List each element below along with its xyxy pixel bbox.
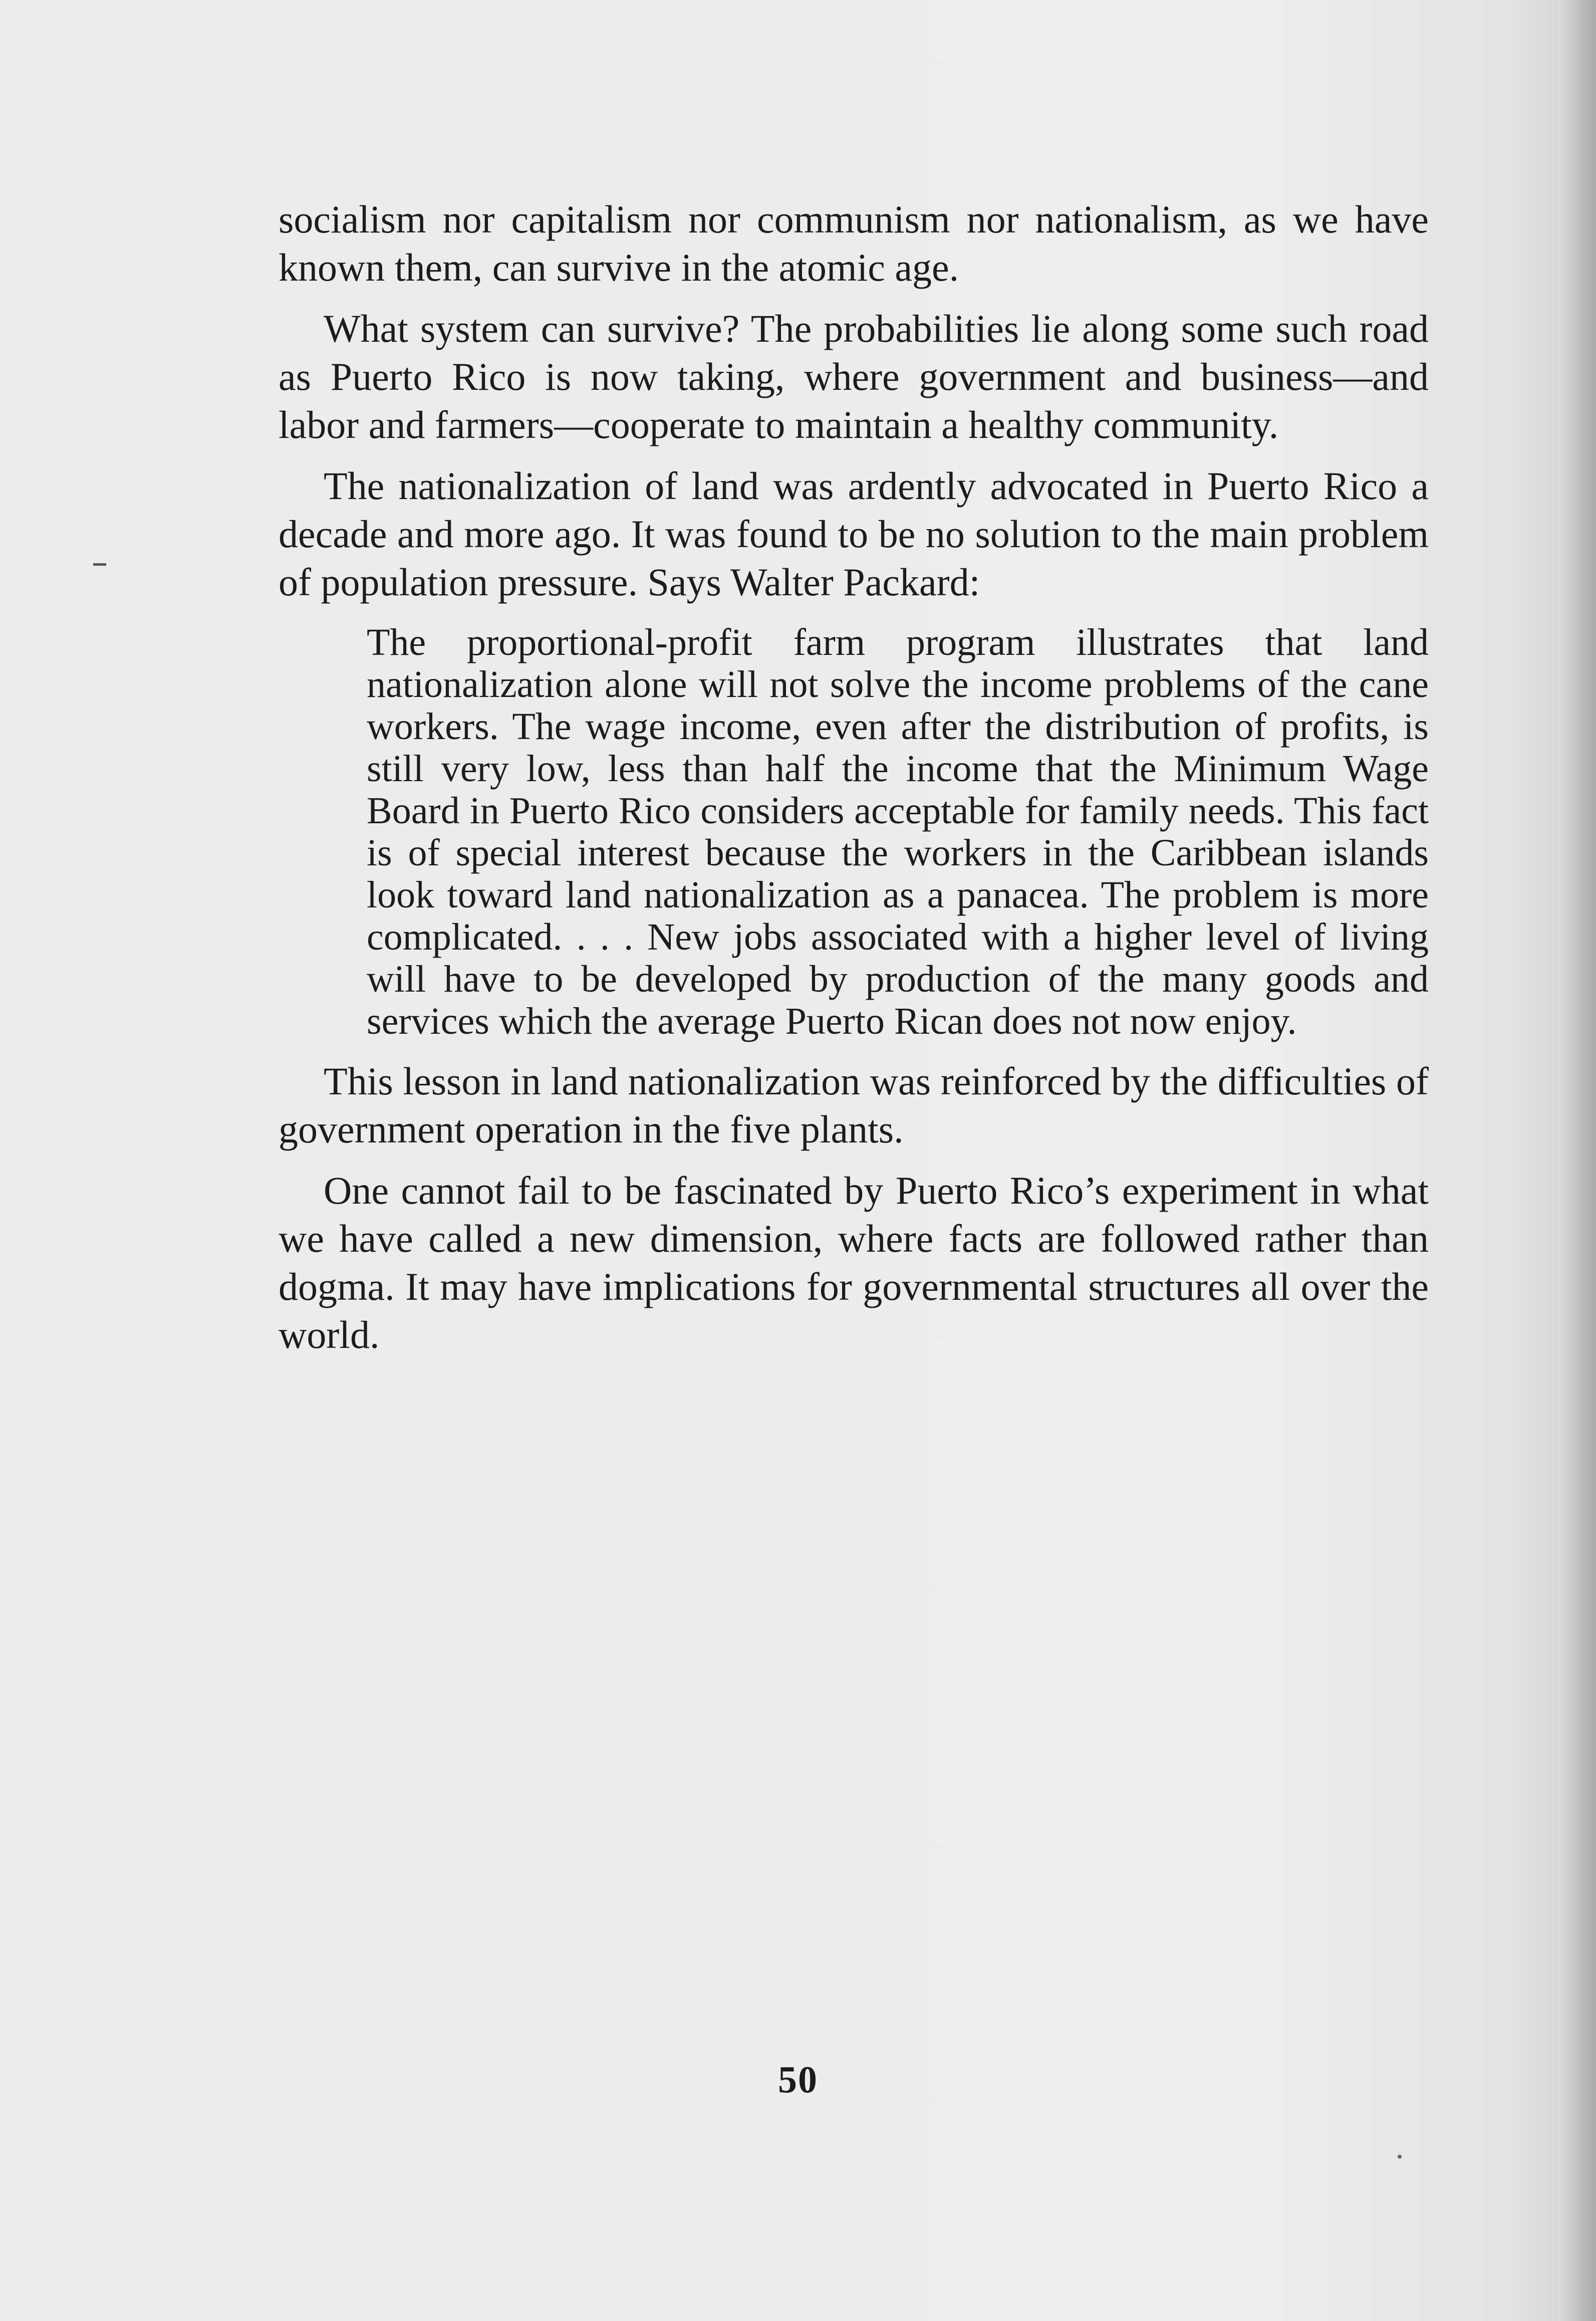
paper-speck (1398, 2155, 1402, 2159)
page-number: 50 (778, 2059, 818, 2101)
body-text (279, 195, 1429, 1372)
page-gutter-shadow (1561, 0, 1596, 2321)
paragraph-lesson: This lesson in land nationalization was reinforced by the difficulties of government operation in the five plants. (279, 1059, 1429, 1151)
block-quote-packard: The proportional-profit farm program illustrates that land nationalization alone will not solve the income problems of the cane workers. The wage income, even after the distribution of profits, is still very low, less than half the income that the Minimum Wage Board in Puerto Rico considers acceptable for family needs. This fact is of special interest because the workers in the Caribbean islands look toward land nationalization as a panacea. The problem is more complicated. . . . New jobs associated with a higher level of living will have to be developed by production of the many goods and services which the average Puerto Rican does not now enjoy. (367, 621, 1429, 1042)
paragraph-land-nationalization: The nationalization of land was ardently advocated in Puerto Rico a decade and more ago. It was found to be no solution to the main problem of population pressure. Says Walter Packard: (279, 464, 1429, 604)
paragraph-continuation: socialism nor capitalism nor communism nor nationalism, as we have known them, can survive in the atomic age. (279, 197, 1429, 289)
paragraph-system-survival: What system can survive? The probabilities lie along some such road as Puerto Rico is now taking, where government and business—and labor and farmers—cooperate to maintain a healthy community. (279, 307, 1429, 446)
paragraph-experiment: One cannot fail to be fascinated by Puerto Rico’s experiment in what we have called a new dimension, where facts are followed rather than dogma. It may have implications for governmental structures all over the world. (279, 1169, 1429, 1356)
margin-mark (93, 563, 106, 566)
